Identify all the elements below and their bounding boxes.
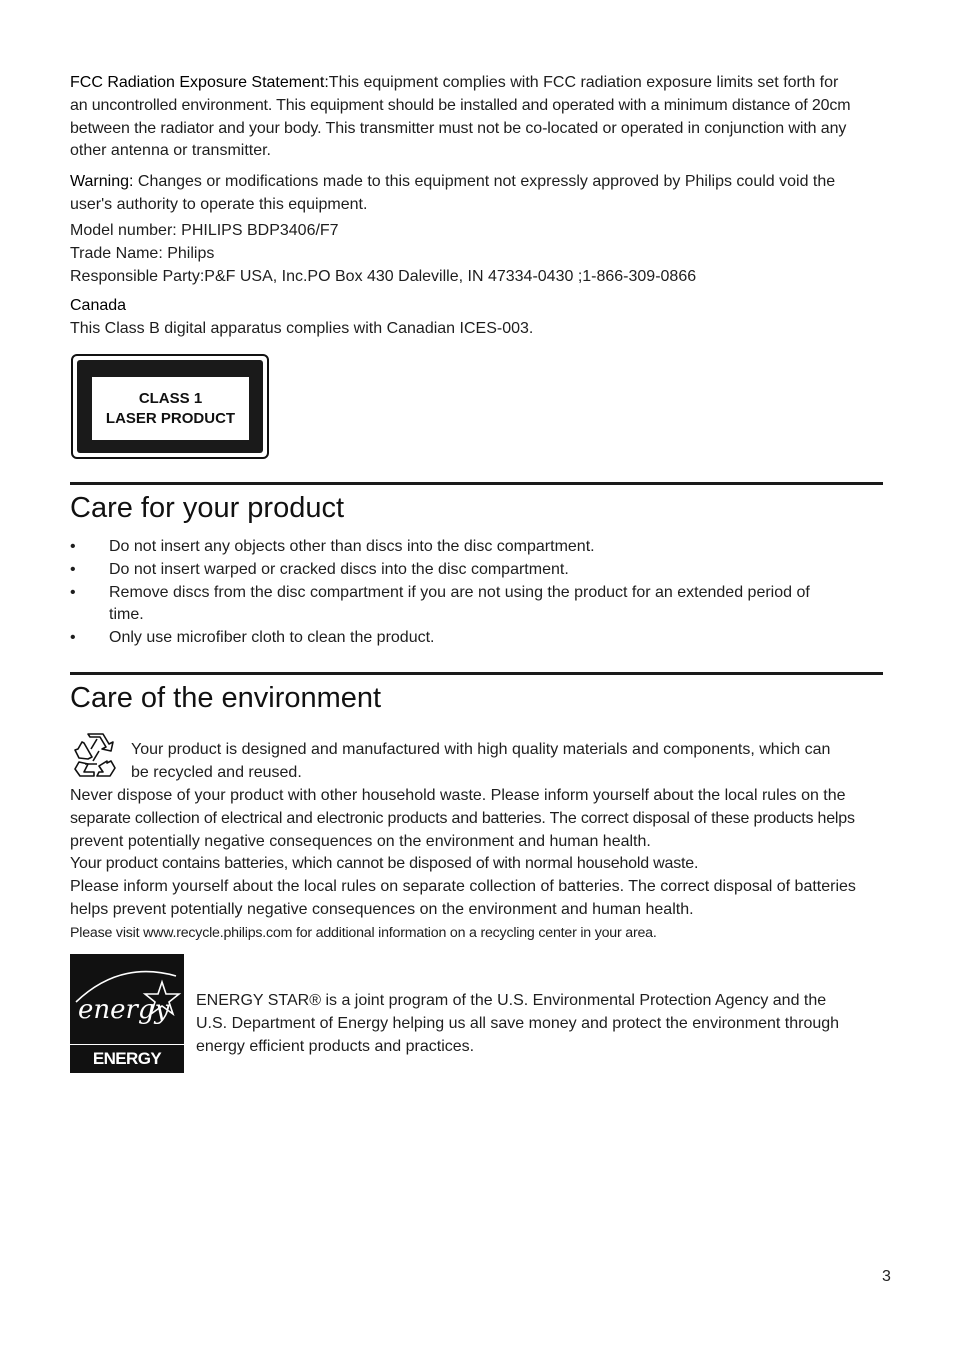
list-item (70, 582, 870, 628)
section-divider (70, 482, 883, 485)
fcc-text-line: an uncontrolled environment. This equipment should be installed and operated with a minimum distance of 20cm (70, 96, 851, 114)
energy-script-text: energy (78, 995, 170, 1025)
environment-intro (131, 739, 883, 785)
list-item (70, 559, 870, 582)
list-item-text: Only use microfiber cloth to clean the product. (109, 629, 435, 647)
canada-text: This Class B digital apparatus complies with Canadian ICES-003. (70, 319, 534, 337)
model-number: Model number: PHILIPS BDP3406/F7 (70, 222, 339, 239)
trade-name: Trade Name: Philips (70, 244, 215, 262)
environment-body-line: Your product contains batteries, which cannot be disposed of with normal household waste. (70, 855, 699, 873)
recycle-icon (71, 731, 119, 779)
warning-text-line: user's authority to operate this equipment. (70, 195, 368, 213)
laser-product-text: LASER PRODUCT (105, 409, 236, 427)
energy-star-logo (70, 954, 184, 1096)
list-item (70, 627, 870, 650)
bullet-icon: • (70, 629, 76, 647)
energy-script-icon (70, 954, 184, 1044)
list-item-text: Do not insert any objects other than discs into the disc compartment. (109, 538, 595, 555)
fcc-statement (70, 72, 882, 163)
laser-label-text-box (92, 377, 249, 440)
environment-body-line: Please inform yourself about the local rules on separate collection of batteries. The correct disposal of batteries (70, 878, 856, 896)
energy-star-line: energy efficient products and practices. (196, 1037, 475, 1055)
warning-statement (70, 171, 882, 217)
care-product-list (70, 536, 870, 650)
environment-intro-line: Your product is designed and manufactured with high quality materials and components, which can (131, 741, 831, 758)
bullet-icon: • (70, 560, 76, 578)
energy-star-text (196, 990, 886, 1058)
recycle-visit-line: Please visit www.recycle.philips.com for additional information on a recycling center in your area. (70, 924, 657, 941)
section-title-care-product: Care for your product (70, 492, 345, 524)
environment-body-line: prevent potentially negative consequences on the environment and human health. (70, 832, 651, 850)
model-info (70, 220, 882, 288)
fcc-text-line: between the radiator and your body. This transmitter must not be co-located or operated in conjunction with any (70, 119, 847, 137)
section-title-care-environment: Care of the environment (70, 682, 382, 714)
environment-intro-line: be recycled and reused. (131, 763, 302, 781)
warning-text-line: Changes or modifications made to this equipment not expressly approved by Philips could void the (133, 173, 836, 190)
list-item-text: Do not insert warped or cracked discs into the disc compartment. (109, 560, 569, 578)
list-item-text: Remove discs from the disc compartment if you are not using the product for an extended period of (109, 583, 810, 601)
laser-class-text: CLASS 1 (138, 389, 203, 407)
responsible-party: Responsible Party:P&F USA, Inc.PO Box 430 Daleville, IN 47334-0430 ;1-866-309-0866 (70, 267, 697, 285)
energy-star-line: U.S. Department of Energy helping us all save money and protect the environment through (196, 1014, 840, 1032)
section-divider (70, 672, 883, 675)
warning-label: Warning: (70, 173, 134, 190)
environment-body (70, 785, 882, 945)
fcc-text-line: This equipment complies with FCC radiation exposure limits set forth for (328, 74, 839, 91)
canada-heading: Canada (70, 297, 127, 314)
canada-statement (70, 295, 882, 341)
fcc-text-line: other antenna or transmitter. (70, 142, 271, 160)
environment-body-line: separate collection of electrical and electronic products and batteries. The correct disposal of these products helps (70, 809, 855, 827)
class1-laser-label (71, 354, 269, 459)
bullet-icon: • (70, 538, 76, 555)
page-number: 3 (882, 1268, 891, 1285)
laser-label-frame (77, 360, 263, 453)
environment-body-line: Never dispose of your product with other household waste. Please inform yourself about the local rules on the (70, 787, 846, 804)
energy-star-logo-label: ENERGY STAR (70, 1044, 184, 1073)
list-item (70, 536, 870, 559)
energy-star-line: ENERGY STAR® is a joint program of the U.S. Environmental Protection Agency and the (196, 992, 827, 1009)
fcc-label: FCC Radiation Exposure Statement: (70, 74, 329, 91)
bullet-icon: • (70, 583, 76, 601)
list-item-text: time. (109, 606, 144, 624)
environment-body-line: helps prevent potentially negative consequences on the environment and human health. (70, 900, 694, 918)
